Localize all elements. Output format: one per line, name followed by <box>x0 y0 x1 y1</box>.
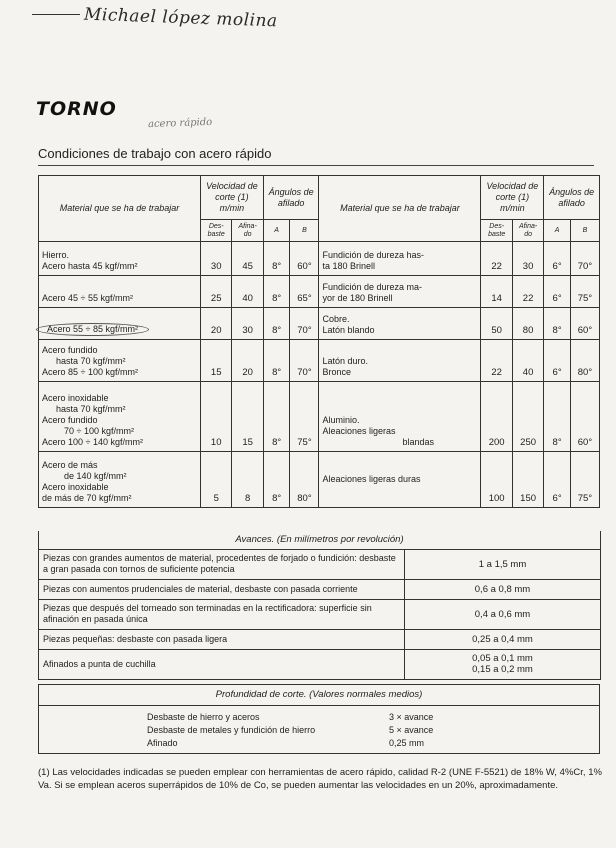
table-row <box>39 649 601 679</box>
value-afinado: 22 <box>512 276 543 308</box>
profundidad-value: 3 × avance <box>389 712 434 722</box>
avance-value: 0,25 a 0,4 mm <box>405 629 601 649</box>
header-velocidad-left: Velocidad de corte (1) m/min <box>201 176 264 220</box>
header-b: B <box>570 220 599 242</box>
value-afinado: 250 <box>512 382 543 452</box>
material-cell: Cobre. Latón blando <box>319 308 481 340</box>
value-desbaste: 25 <box>201 276 232 308</box>
table-row <box>39 599 601 629</box>
value-angle-a: 6° <box>544 452 571 508</box>
value-angle-a: 8° <box>263 382 290 452</box>
value-desbaste: 15 <box>201 340 232 382</box>
value-angle-a: 6° <box>544 242 571 276</box>
value-angle-a: 8° <box>263 308 290 340</box>
profundidad-label: Desbaste de metales y fundición de hierro <box>147 725 316 735</box>
profundidad-value: 0,25 mm <box>389 738 425 748</box>
value-angle-b: 75° <box>290 382 319 452</box>
table-row <box>39 382 600 452</box>
value-desbaste: 5 <box>201 452 232 508</box>
avance-description: Piezas con aumentos prudenciales de material, desbaste con pasada corriente <box>39 579 405 599</box>
profundidad-value: 5 × avance <box>389 725 434 735</box>
value-angle-a: 8° <box>263 452 290 508</box>
header-b: B <box>290 220 319 242</box>
value-angle-a: 8° <box>544 308 571 340</box>
material-cell: Hierro. Acero hasta 45 kgf/mm² <box>39 242 201 276</box>
value-angle-b: 70° <box>290 340 319 382</box>
table-row <box>39 308 600 340</box>
profundidad-section <box>38 684 600 754</box>
value-afinado: 40 <box>232 276 263 308</box>
value-angle-b: 60° <box>570 308 599 340</box>
value-angle-b: 60° <box>570 382 599 452</box>
header-desbaste: Des-baste <box>201 220 232 242</box>
header-afinado: Afina-do <box>512 220 543 242</box>
avances-table <box>38 531 601 680</box>
avances-title: Avances. (En milímetros por revolución) <box>39 531 601 549</box>
value-desbaste: 100 <box>481 452 512 508</box>
table-row <box>39 579 601 599</box>
subtitle: Condiciones de trabajo con acero rápido <box>38 146 272 161</box>
value-angle-a: 8° <box>263 242 290 276</box>
handwritten-note: acero rápido <box>147 116 213 131</box>
material-cell: Acero 45 ÷ 55 kgf/mm² <box>39 276 201 308</box>
material-cell: Acero fundido hasta 70 kgf/mm² Acero 85 ÷ 100 kgf/mm² <box>39 340 201 382</box>
material-cell: Latón duro. Bronce <box>319 340 481 382</box>
cutting-conditions-table <box>38 175 600 508</box>
value-angle-a: 6° <box>544 276 571 308</box>
material-cell: Aleaciones ligeras duras <box>319 452 481 508</box>
header-a: A <box>544 220 571 242</box>
value-desbaste: 14 <box>481 276 512 308</box>
value-afinado: 80 <box>512 308 543 340</box>
value-desbaste: 22 <box>481 340 512 382</box>
value-desbaste: 20 <box>201 308 232 340</box>
avance-description: Piezas con grandes aumentos de material, procedentes de forjado o fundición: desbaste a gran pasada con tornos de suficiente potencia <box>39 549 405 579</box>
page-title: TORNO <box>36 98 117 120</box>
table-row <box>39 340 600 382</box>
value-angle-b: 70° <box>570 242 599 276</box>
material-cell: Acero de más de 140 kgf/mm² Acero inoxidable de más de 70 kgf/mm² <box>39 452 201 508</box>
header-velocidad-right: Velocidad de corte (1) m/min <box>481 176 544 220</box>
material-cell: Aluminio. Aleaciones ligeras blandas <box>319 382 481 452</box>
avance-description: Afinados a punta de cuchilla <box>39 649 405 679</box>
material-cell <box>39 308 201 340</box>
profundidad-label: Desbaste de hierro y aceros <box>147 712 260 722</box>
divider <box>39 705 599 706</box>
avance-value: 1 a 1,5 mm <box>405 549 601 579</box>
material-cell: Fundición de dureza has- ta 180 Brinell <box>319 242 481 276</box>
value-angle-b: 75° <box>570 276 599 308</box>
value-afinado: 20 <box>232 340 263 382</box>
header-afinado: Afina-do <box>232 220 263 242</box>
value-angle-b: 80° <box>290 452 319 508</box>
value-angle-b: 75° <box>570 452 599 508</box>
avance-value: 0,05 a 0,1 mm 0,15 a 0,2 mm <box>405 649 601 679</box>
header-material-left: Material que se ha de trabajar <box>39 176 201 242</box>
material-cell: Acero inoxidable hasta 70 kgf/mm² Acero fundido 70 ÷ 100 kgf/mm² Acero 100 ÷ 140 kgf/mm² <box>39 382 201 452</box>
value-angle-a: 8° <box>544 382 571 452</box>
value-angle-a: 8° <box>263 340 290 382</box>
value-afinado: 8 <box>232 452 263 508</box>
value-afinado: 40 <box>512 340 543 382</box>
value-angle-a: 8° <box>263 276 290 308</box>
table-row <box>39 629 601 649</box>
value-afinado: 30 <box>232 308 263 340</box>
table-row <box>39 549 601 579</box>
circled-annotation: Acero 55 ÷ 85 kgf/mm² <box>36 323 149 336</box>
value-afinado: 30 <box>512 242 543 276</box>
value-angle-b: 80° <box>570 340 599 382</box>
value-desbaste: 22 <box>481 242 512 276</box>
material-cell: Fundición de dureza ma- yor de 180 Brinell <box>319 276 481 308</box>
value-angle-a: 6° <box>544 340 571 382</box>
profundidad-label: Afinado <box>147 738 178 748</box>
value-afinado: 45 <box>232 242 263 276</box>
value-angle-b: 60° <box>290 242 319 276</box>
value-afinado: 15 <box>232 382 263 452</box>
footnote: (1) Las velocidades indicadas se pueden emplear con herramientas de acero rápido, calidad R-2 (UNE F-5521) de 18% W, 4%Cr, 1% Va. Si se emplean aceros superrápidos de 10% de Co, se pueden aumentar las velocidades en un 20%, aproximadamente. <box>38 767 602 791</box>
value-afinado: 150 <box>512 452 543 508</box>
avance-value: 0,4 a 0,6 mm <box>405 599 601 629</box>
value-desbaste: 30 <box>201 242 232 276</box>
table-row <box>39 242 600 276</box>
header-angulos-right: Ángulos de afilado <box>544 176 600 220</box>
avance-value: 0,6 a 0,8 mm <box>405 579 601 599</box>
avance-description: Piezas que después del torneado son terminadas en la rectificadora: superficie sin afinación en pasada única <box>39 599 405 629</box>
profundidad-title: Profundidad de corte. (Valores normales medios) <box>215 689 423 700</box>
avance-description: Piezas pequeñas: desbaste con pasada ligera <box>39 629 405 649</box>
header-desbaste: Des-baste <box>481 220 512 242</box>
header-a: A <box>263 220 290 242</box>
value-angle-b: 70° <box>290 308 319 340</box>
top-rule <box>32 14 80 15</box>
value-desbaste: 10 <box>201 382 232 452</box>
table-row <box>39 452 600 508</box>
value-desbaste: 200 <box>481 382 512 452</box>
header-material-right: Material que se ha de trabajar <box>319 176 481 242</box>
table-row <box>39 276 600 308</box>
value-desbaste: 50 <box>481 308 512 340</box>
header-angulos-left: Ángulos de afilado <box>263 176 319 220</box>
subtitle-rule <box>38 165 594 166</box>
value-angle-b: 65° <box>290 276 319 308</box>
handwritten-name: Michael lópez molina <box>83 4 278 32</box>
